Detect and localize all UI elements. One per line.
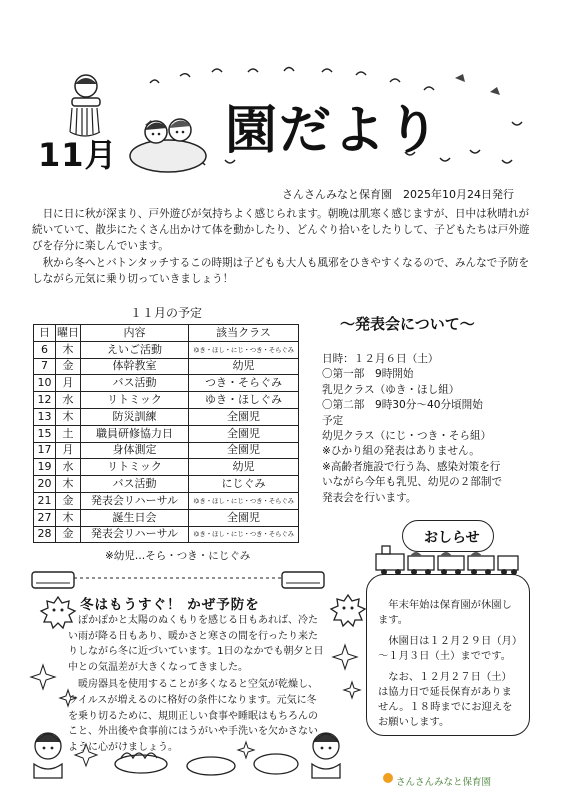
schedule-event-cell: 身体測定 [81,442,189,459]
schedule-event-cell: 防災訓練 [81,408,189,425]
cold-paragraph: ぽかぽかと太陽のぬくもりを感じる日もあれば、冷たい雨が降る日もあり、暖かさと寒さの間を行ったり来たりしながら冬に近づいています。1日のなかでも朝夕と日中との気温差が大きくなってきました。 [68,615,324,673]
intro-text [32,206,537,287]
recital-detail-line: ※ひかり組の発表はありません。 [322,445,480,458]
schedule-classes-cell: 幼児 [189,358,299,375]
schedule-event-cell: 発表会リハーサル [81,526,189,543]
notice-paragraph: 休園日は１２月２９日（月）～１月３日（土）までです。 [378,635,518,662]
recital-detail-line: 日時：１２月６日（土） [322,353,439,365]
intro-paragraph: 日に日に秋が深まり、戸外遊びが気持ちよく感じられます。朝晩は肌寒く感じますが、日中は秋晴れが続いていて、散歩にたくさん出かけて体を動かしたり、どんぐり拾いをしたりして、子どもたちは戸外遊びを存分に楽しんでいます。 [32,208,530,253]
schedule-event-cell: 職員研修協力日 [81,425,189,442]
schedule-day-cell: 7 [34,358,56,375]
schedule-weekday-cell: 水 [56,459,81,476]
schedule-row [34,526,299,543]
recital-detail-line: 乳児クラス（ゆき・ほし組） [322,383,460,396]
notice-title: おしらせ [418,527,486,547]
schedule-row [34,392,299,409]
schedule-event-cell: 体幹教室 [81,358,189,375]
schedule-day-cell: 6 [34,341,56,358]
schedule-row [34,459,299,476]
intro-paragraph: 秋から冬へとバトンタッチするこの時期は子どもも大人も風邪をひきやすくなるので、みんなで予防をしながら元気に乗り切っていきましょう！ [32,256,530,285]
schedule-classes-cell: ゆき・ほし・にじ・つき・そらぐみ [189,341,299,358]
schedule-header-row [34,325,299,342]
schedule-day-cell: 12 [34,392,56,409]
issue-month: 11月 [38,136,118,174]
header-weekday: 曜日 [56,325,81,342]
recital-heading: ～発表会について～ [340,315,475,333]
schedule-row [34,476,299,493]
schedule-row [34,408,299,425]
schedule-title: １１月の予定 [130,306,203,320]
cold-prevention-heading: 冬はもうすぐ！ かぜ予防を [80,597,260,613]
recital-details [322,352,527,506]
schedule-day-cell: 15 [34,425,56,442]
schedule-classes-cell: にじぐみ [189,476,299,493]
schedule-event-cell: バス活動 [81,375,189,392]
notice-body [378,598,520,736]
notice-paragraph: 年末年始は保育園が休園します。 [378,599,512,626]
sparkle-decoration [330,640,370,710]
schedule-classes-cell: ゆき・ほしぐみ [189,392,299,409]
schedule-day-cell: 20 [34,476,56,493]
schedule-weekday-cell: 水 [56,392,81,409]
newsletter-title: 園だより [225,100,442,161]
recital-detail-line: 予定 [322,414,344,427]
schedule-event-cell: 誕生日会 [81,509,189,526]
schedule-rows [34,341,299,543]
schedule-row [34,358,299,375]
recital-detail-line: いながら今年も乳児、幼児の２部制で [322,476,503,489]
schedule-event-cell: えいご活動 [81,341,189,358]
schedule-classes-cell: 全園児 [189,442,299,459]
schedule-row [34,492,299,509]
header-classes: 該当クラス [189,325,299,342]
schedule-event-cell: リトミック [81,459,189,476]
schedule-day-cell: 27 [34,509,56,526]
cold-paragraph: 暖房器具を使用することが多くなると空気が乾燥し、ウイルスが増えるのに格好の条件になります。元気に冬を乗り切るために、規則正しい食事や睡眠はもちろんのこと、外出後や食事前にはうがいや手洗いを欠かさないように心がけましょう。 [68,679,318,753]
schedule-classes-cell: 幼児 [189,459,299,476]
schedule-event-cell: 発表会リハーサル [81,492,189,509]
schedule-day-cell: 19 [34,459,56,476]
schedule-row [34,341,299,358]
recital-detail-line: ※高齢者施設で行う為、感染対策を行 [322,460,501,473]
notice-paragraph: なお、１２月２７日（土）は協力日で延長保育がありません。１８時までにお迎えをお願いします。 [378,671,513,728]
schedule-event-cell: リトミック [81,392,189,409]
schedule-weekday-cell: 木 [56,509,81,526]
schedule-classes-cell: ゆき・ほし・にじ・つき・そらぐみ [189,492,299,509]
recital-detail-line: 幼児クラス（にじ・つき・そら組） [322,430,492,443]
schedule-row [34,442,299,459]
header-day: 日 [34,325,56,342]
footer-school-name: さんさんみなと保育園 [396,777,492,788]
schedule-weekday-cell: 土 [56,425,81,442]
schedule-day-cell: 17 [34,442,56,459]
header-event: 内容 [81,325,189,342]
schedule-classes-cell: 全園児 [189,425,299,442]
schedule-weekday-cell: 金 [56,358,81,375]
cold-prevention-body [68,613,326,757]
schedule-weekday-cell: 木 [56,476,81,493]
schedule-classes-cell: 全園児 [189,509,299,526]
schedule-day-cell: 28 [34,526,56,543]
schedule-row [34,375,299,392]
schedule-row [34,425,299,442]
recital-detail-line: 〇第二部 9時30分～40分頃開始 [322,399,483,412]
schedule-classes-cell: つき・そらぐみ [189,375,299,392]
schedule-weekday-cell: 金 [56,526,81,543]
schedule-classes-cell: 全園児 [189,408,299,425]
schedule-weekday-cell: 金 [56,492,81,509]
schedule-day-cell: 13 [34,408,56,425]
schedule-day-cell: 21 [34,492,56,509]
children-on-leaf-illustration [128,108,208,178]
issuer-and-date: さんさんみなと保育園 2025年10月24日発行 [282,188,514,201]
schedule-weekday-cell: 月 [56,442,81,459]
recital-detail-line: 発表会を行います。 [322,491,417,504]
schedule-weekday-cell: 月 [56,375,81,392]
schedule-event-cell: バス活動 [81,476,189,493]
schedule-row [34,509,299,526]
schedule-note: ※幼児…そら・つき・にじぐみ [105,550,251,562]
schedule-table [33,324,299,543]
sun-logo-icon [383,773,393,783]
germ-character-icon [328,592,368,626]
recital-detail-line: 〇第一部 9時開始 [322,368,414,381]
schedule-weekday-cell: 木 [56,408,81,425]
schedule-day-cell: 10 [34,375,56,392]
schedule-weekday-cell: 木 [56,341,81,358]
schedule-classes-cell: ゆき・ほし・にじ・つき・そらぐみ [189,526,299,543]
